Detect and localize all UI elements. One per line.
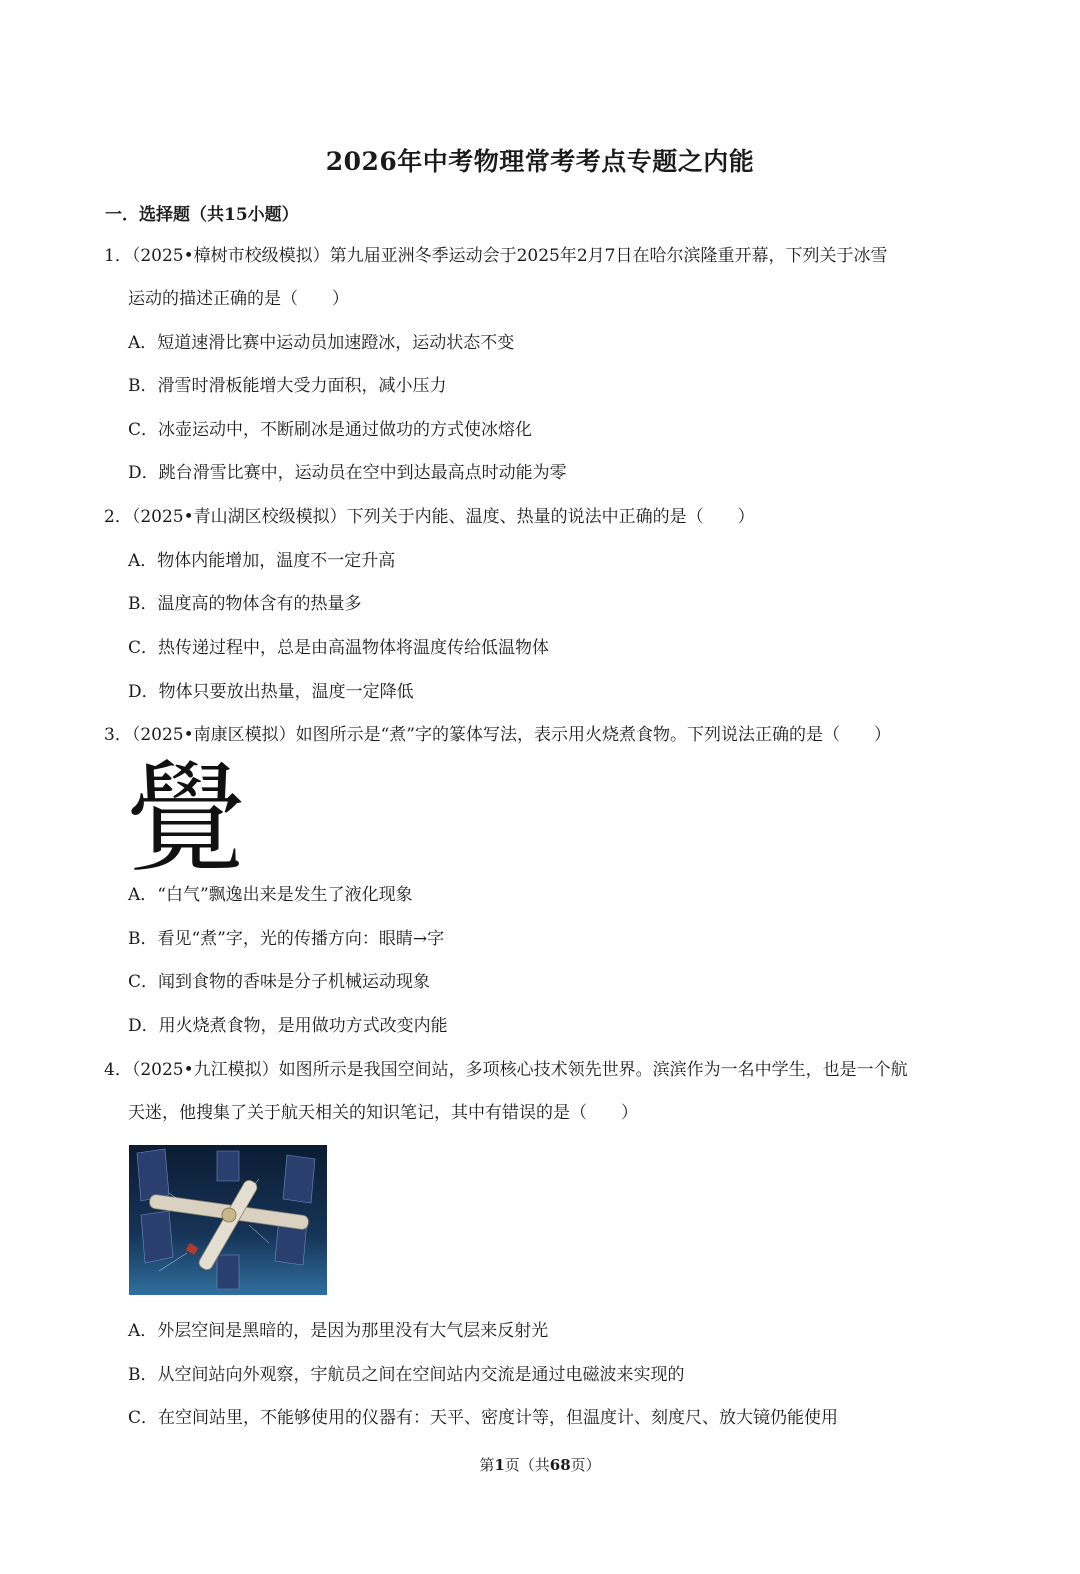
seal-script-glyph: 覺	[126, 756, 246, 874]
question-4-stem-cont: 天迷，他搜集了关于航天相关的知识笔记，其中有错误的是（ ）	[128, 1103, 638, 1123]
question-3-option-c: C．闻到食物的香味是分子机械运动现象	[128, 972, 431, 992]
question-1-option-d: D．跳台滑雪比赛中，运动员在空中到达最高点时动能为零	[128, 463, 567, 483]
question-1-stem: 1．（2025•樟树市校级模拟）第九届亚洲冬季运动会于2025年2月7日在哈尔滨隆重开幕，下列关于冰雪	[104, 246, 888, 266]
seal-script-character-figure	[126, 756, 246, 874]
question-1-option-c: C．冰壶运动中，不断刷冰是通过做功的方式使冰熔化	[128, 420, 533, 440]
footer-suffix: 页）	[570, 1456, 601, 1474]
page-title: 2026年中考物理常考考点专题之内能	[325, 147, 755, 176]
footer-middle: 页（共	[504, 1456, 550, 1474]
question-1-option-b: B．滑雪时滑板能增大受力面积，减小压力	[128, 376, 447, 396]
question-4-option-c: C．在空间站里，不能够使用的仪器有：天平、密度计等，但温度计、刻度尺、放大镜仍能使用	[128, 1408, 839, 1428]
question-4-option-a: A．外层空间是黑暗的，是因为那里没有大气层来反射光	[128, 1321, 549, 1341]
question-2-stem: 2．（2025•青山湖区校级模拟）下列关于内能、温度、热量的说法中正确的是（ ）	[104, 507, 755, 527]
question-1-stem-cont: 运动的描述正确的是（ ）	[128, 289, 349, 309]
question-2-option-a: A．物体内能增加，温度不一定升高	[128, 551, 396, 571]
footer-page-number: 1	[494, 1456, 505, 1474]
question-3-option-d: D．用火烧煮食物，是用做功方式改变内能	[128, 1016, 448, 1036]
question-2-option-b: B．温度高的物体含有的热量多	[128, 594, 362, 614]
question-3-stem: 3．（2025•南康区模拟）如图所示是“煮”字的篆体写法，表示用火烧煮食物。下列说法正确的是（ ）	[104, 725, 891, 745]
question-1-option-a: A．短道速滑比赛中运动员加速蹬冰，运动状态不变	[128, 333, 515, 353]
footer-total-pages: 68	[549, 1456, 571, 1474]
section-heading: 一．选择题（共15小题）	[105, 205, 299, 225]
question-3-option-b: B．看见“煮”字，光的传播方向：眼睛→字	[128, 929, 445, 949]
question-2-option-c: C．热传递过程中，总是由高温物体将温度传给低温物体	[128, 638, 550, 658]
question-3-option-a: A．“白气”飘逸出来是发生了液化现象	[128, 885, 413, 905]
page-footer	[0, 1454, 1080, 1475]
question-2-option-d: D．物体只要放出热量，温度一定降低	[128, 682, 414, 702]
question-4-stem: 4．（2025•九江模拟）如图所示是我国空间站，多项核心技术领先世界。滨滨作为一名中学生，也是一个航	[104, 1060, 908, 1080]
footer-prefix: 第	[479, 1456, 495, 1474]
question-4-option-b: B．从空间站向外观察，宇航员之间在空间站内交流是通过电磁波来实现的	[128, 1365, 685, 1385]
space-station-image	[129, 1145, 327, 1295]
